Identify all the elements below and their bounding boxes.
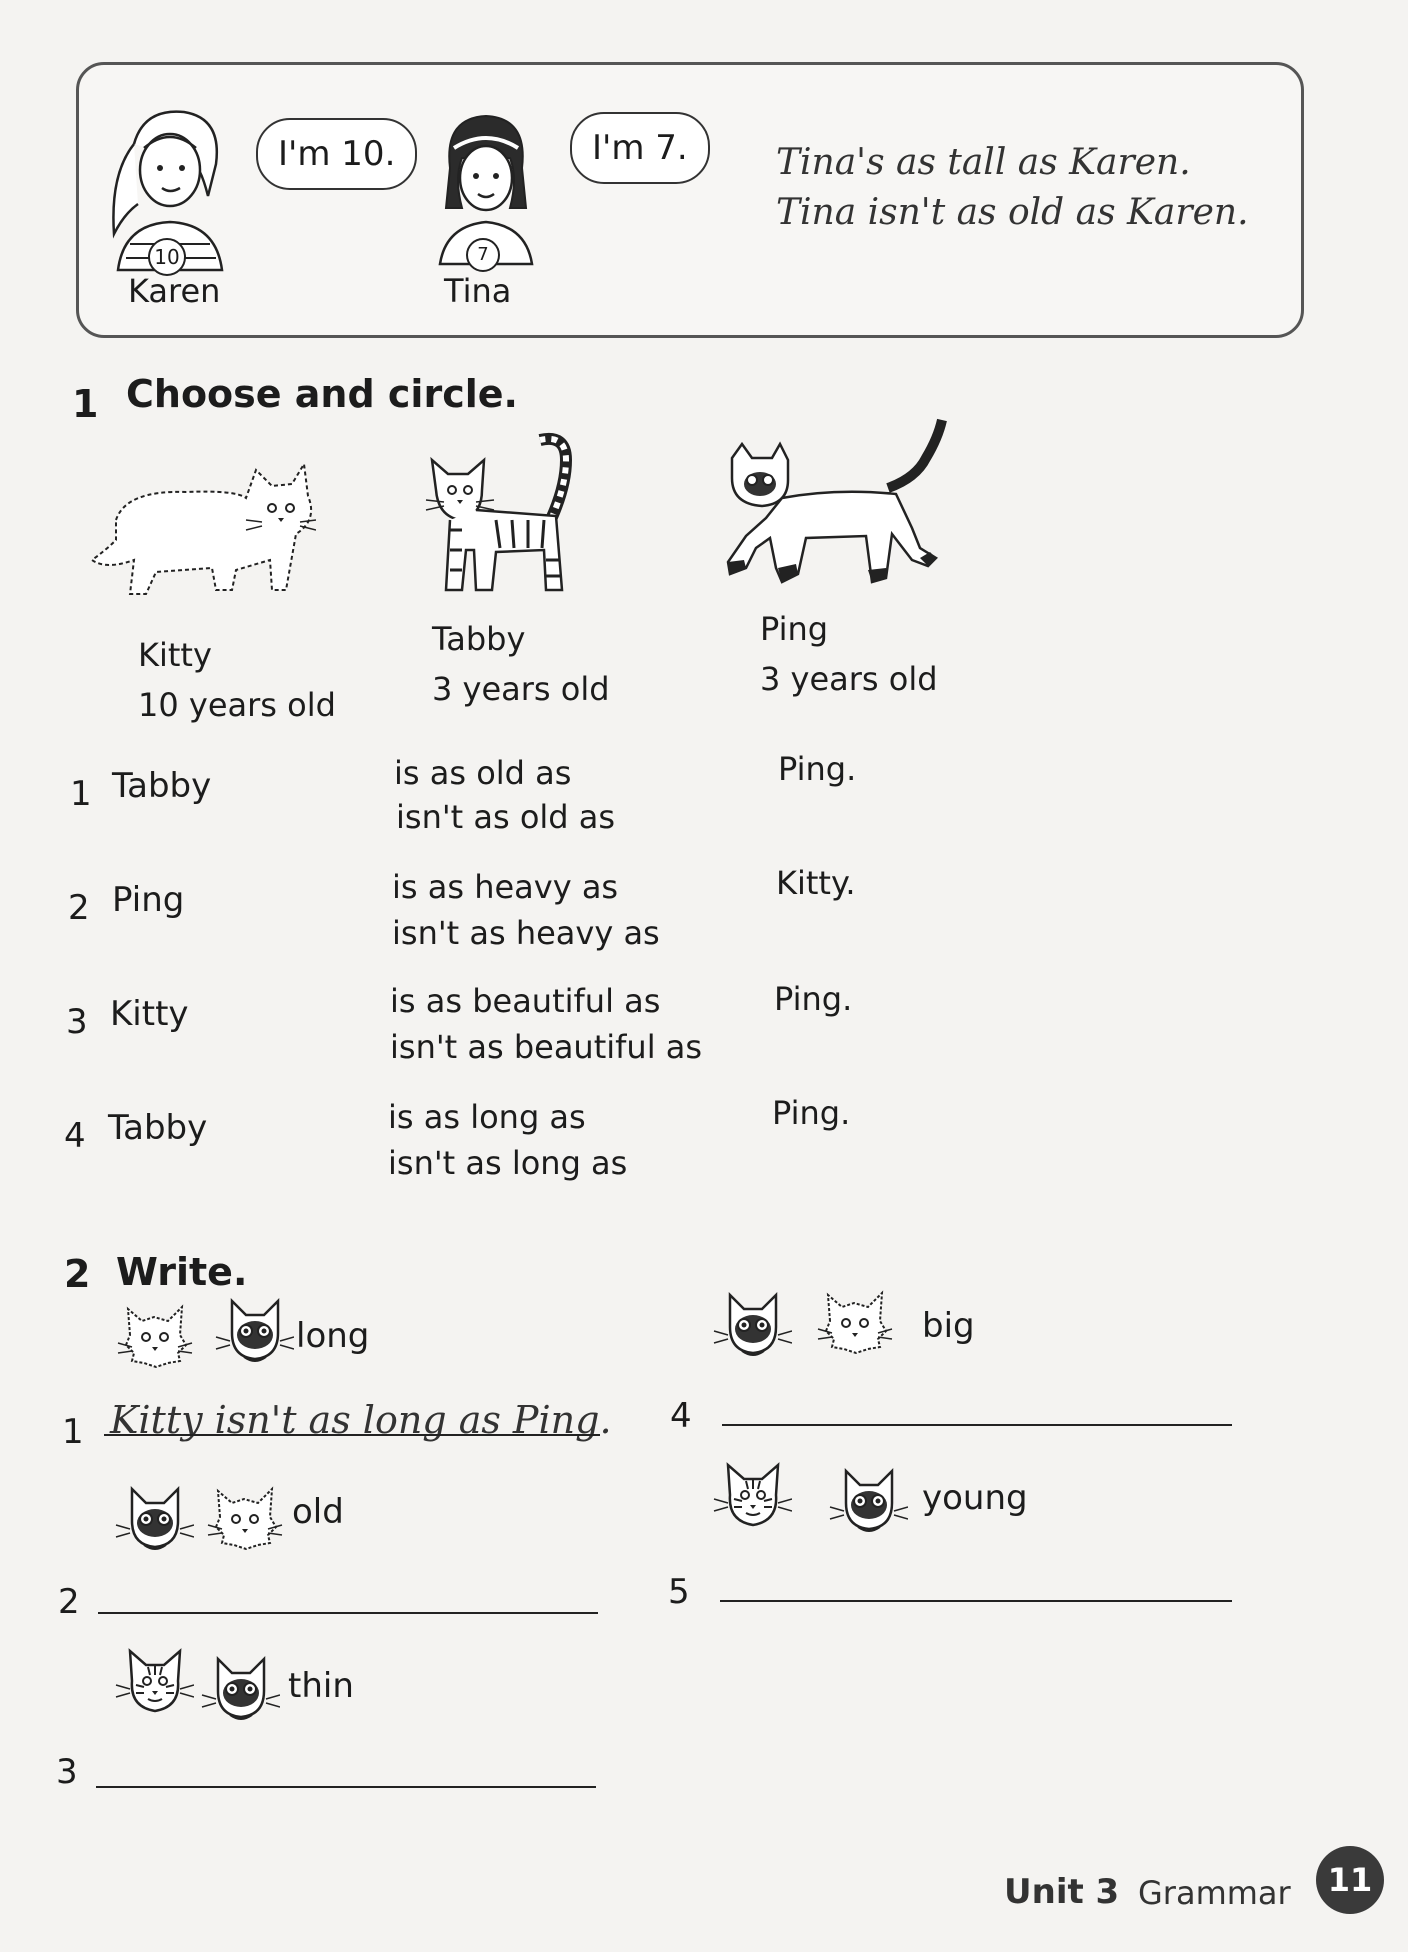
karen-speech-bubble: I'm 10.	[256, 118, 417, 190]
karen-shirt-number: 10	[148, 238, 186, 276]
adjective-label: thin	[288, 1666, 354, 1706]
example-answer: Kitty isn't as long as Ping.	[110, 1398, 612, 1442]
exercise-1-number: 1	[72, 382, 99, 426]
page-number: 11	[1316, 1846, 1384, 1914]
item-number: 2	[68, 888, 90, 928]
ping-head-icon	[200, 1644, 280, 1734]
option-b[interactable]: isn't as heavy as	[392, 914, 660, 952]
write-item-number: 4	[670, 1396, 692, 1436]
write-item-number: 3	[56, 1752, 78, 1792]
item-subject: Tabby	[108, 1108, 208, 1148]
item-object: Ping.	[772, 1094, 851, 1132]
tina-speech-bubble: I'm 7.	[570, 112, 710, 184]
ping-head-icon	[712, 1280, 792, 1370]
ping-head-icon	[114, 1474, 194, 1564]
item-object: Kitty.	[776, 864, 856, 902]
kitty-cat-illustration	[86, 450, 316, 600]
option-b[interactable]: isn't as old as	[396, 798, 616, 836]
cat-ping-label	[760, 604, 938, 704]
tina-name: Tina	[444, 272, 512, 310]
footer-unit: Unit 3	[1004, 1872, 1120, 1912]
example-line-1: Tina's as tall as Karen.	[776, 142, 1191, 183]
tabby-cat-illustration	[416, 430, 606, 600]
example-line-2: Tina isn't as old as Karen.	[776, 192, 1249, 233]
item-number: 1	[70, 774, 92, 814]
ping-cat-illustration	[716, 418, 956, 588]
item-number: 4	[64, 1116, 86, 1156]
item-object: Ping.	[778, 750, 857, 788]
item-subject: Kitty	[110, 994, 189, 1034]
answer-line[interactable]	[720, 1600, 1232, 1602]
answer-line	[104, 1434, 600, 1436]
kitty-head-icon	[114, 1290, 194, 1380]
ping-head-icon	[214, 1286, 294, 1376]
item-subject: Ping	[112, 880, 185, 920]
kitty-head-icon	[204, 1472, 284, 1562]
item-object: Ping.	[774, 980, 853, 1018]
answer-line[interactable]	[96, 1786, 596, 1788]
tina-shirt-number: 7	[466, 238, 500, 272]
tabby-head-icon	[712, 1450, 792, 1540]
cat-name: Ping	[760, 610, 829, 648]
cat-age: 10 years old	[138, 686, 336, 724]
exercise-2-instruction: Write.	[116, 1250, 248, 1294]
write-item-number: 2	[58, 1582, 80, 1622]
cat-name: Tabby	[432, 620, 526, 658]
exercise-1-instruction: Choose and circle.	[126, 372, 518, 416]
cat-age: 3 years old	[760, 660, 938, 698]
adjective-label: big	[922, 1306, 975, 1346]
answer-line[interactable]	[722, 1424, 1232, 1426]
item-number: 3	[66, 1002, 88, 1042]
footer-section: Grammar	[1138, 1874, 1291, 1912]
write-item-number: 1	[62, 1412, 84, 1452]
option-a[interactable]: is as heavy as	[392, 868, 619, 906]
option-b[interactable]: isn't as long as	[388, 1144, 628, 1182]
kitty-head-icon	[814, 1276, 894, 1366]
tabby-head-icon	[114, 1636, 194, 1726]
karen-name: Karen	[128, 272, 221, 310]
item-subject: Tabby	[112, 766, 212, 806]
adjective-label: old	[292, 1492, 344, 1532]
cat-name: Kitty	[138, 636, 212, 674]
cat-age: 3 years old	[432, 670, 610, 708]
option-b[interactable]: isn't as beautiful as	[390, 1028, 703, 1066]
example-sentences	[776, 138, 1249, 238]
exercise-2-number: 2	[64, 1252, 91, 1296]
adjective-label: young	[922, 1478, 1028, 1518]
cat-tabby-label	[432, 614, 610, 714]
option-a[interactable]: is as long as	[388, 1098, 586, 1136]
ping-head-icon	[828, 1456, 908, 1546]
write-item-number: 5	[668, 1572, 690, 1612]
option-a[interactable]: is as old as	[394, 754, 572, 792]
adjective-label: long	[296, 1316, 370, 1356]
option-a[interactable]: is as beautiful as	[390, 982, 661, 1020]
answer-line[interactable]	[98, 1612, 598, 1614]
cat-kitty-label	[138, 630, 336, 730]
